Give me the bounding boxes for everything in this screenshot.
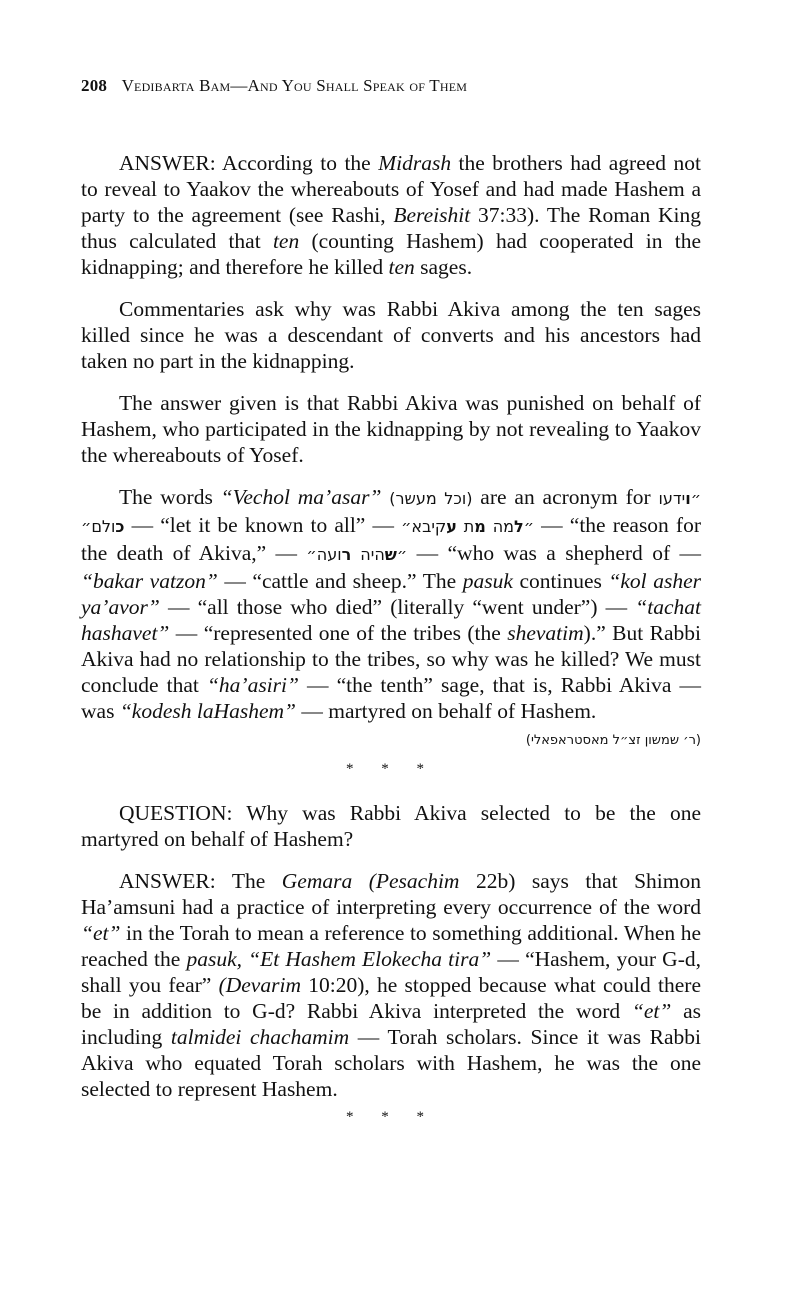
hebrew-shehaya-roeh: ״שהיה רועה״ <box>306 545 408 564</box>
hebrew-lama-mes-akiva: ״למה מת עקיבא״ <box>401 517 535 536</box>
paragraph-answer-given: The answer given is that Rabbi Akiva was punished on behalf of Hashem, who participated in the kidnapping by not revealing to Yaakov the whereabouts of Yosef. <box>81 391 701 467</box>
section-separator: * * * <box>346 761 436 777</box>
hebrew-vechol-maasar: (וכל מעשר) <box>389 489 473 508</box>
page-body <box>81 150 701 1148</box>
paragraph-acronym: The words “Vechol ma’asar” (וכל מעשר) are an acronym for ״וידעו כולם״ — “let it be known to all” — ״למה מת עקיבא״ — “the reason for the death of Akiva,” — ״שהיה רועה״ — “who was a shepherd of — “bakar vatzon” — “cattle and sheep.” The pasuk continues “kol asher ya’avor” — “all those who died” (literally “went under”) — “tachat hashavet” — “represented one of the tribes (the shevatim).” But Rabbi Akiva had no relationship to the tribes, so why was he killed? We must conclude that “ha’asiri” — “the tenth” sage, that is, Rabbi Akiva — was “kodesh laHashem” — martyred on behalf of Hashem. <box>81 485 702 723</box>
paragraph-answer-2: ANSWER: The Gemara (Pesachim 22b) says that Shimon Ha’amsuni had a practice of interpreting every occurrence of the word “et” in the Torah to mean a reference to something additional. When he reached the pasuk, “Et Hashem Elokecha tira” — “Hashem, your G-d, shall you fear” (Devarim 10:20), he stopped because what could there be in addition to G-d? Rabbi Akiva interpreted the word “et” as including talmidei chachamim — Torah scholars. Since it was Rabbi Akiva who equated Torah scholars with Hashem, he was the one selected to represent Hashem. <box>81 869 702 1101</box>
running-header <box>81 76 467 96</box>
page-number: 208 <box>81 76 108 95</box>
section-separator-end: * * * <box>346 1109 436 1125</box>
paragraph-answer-1: ANSWER: According to the Midrash the brothers had agreed not to reveal to Yaakov the whereabouts of Yosef and had made Hashem a party to the agreement (see Rashi, Bereishit 37:33). The Roman King thus calculated that ten (counting Hashem) had cooperated in the kidnapping; and therefore he killed ten sages. <box>81 151 701 279</box>
paragraph-question: QUESTION: Why was Rabbi Akiva selected to be the one martyred on behalf of Hashem? <box>81 801 701 851</box>
hebrew-veyedu-kulam: ״וידעו כולם״ <box>81 489 702 536</box>
paragraph-commentaries: Commentaries ask why was Rabbi Akiva among the ten sages killed since he was a descendant of converts and his ancestors had taken no part in the kidnapping. <box>81 297 701 373</box>
source-citation: (ר׳ שמשון זצ״ל מאסטראפאלי) <box>525 733 701 748</box>
running-title: Vedibarta Bam—And You Shall Speak of Them <box>121 76 468 95</box>
